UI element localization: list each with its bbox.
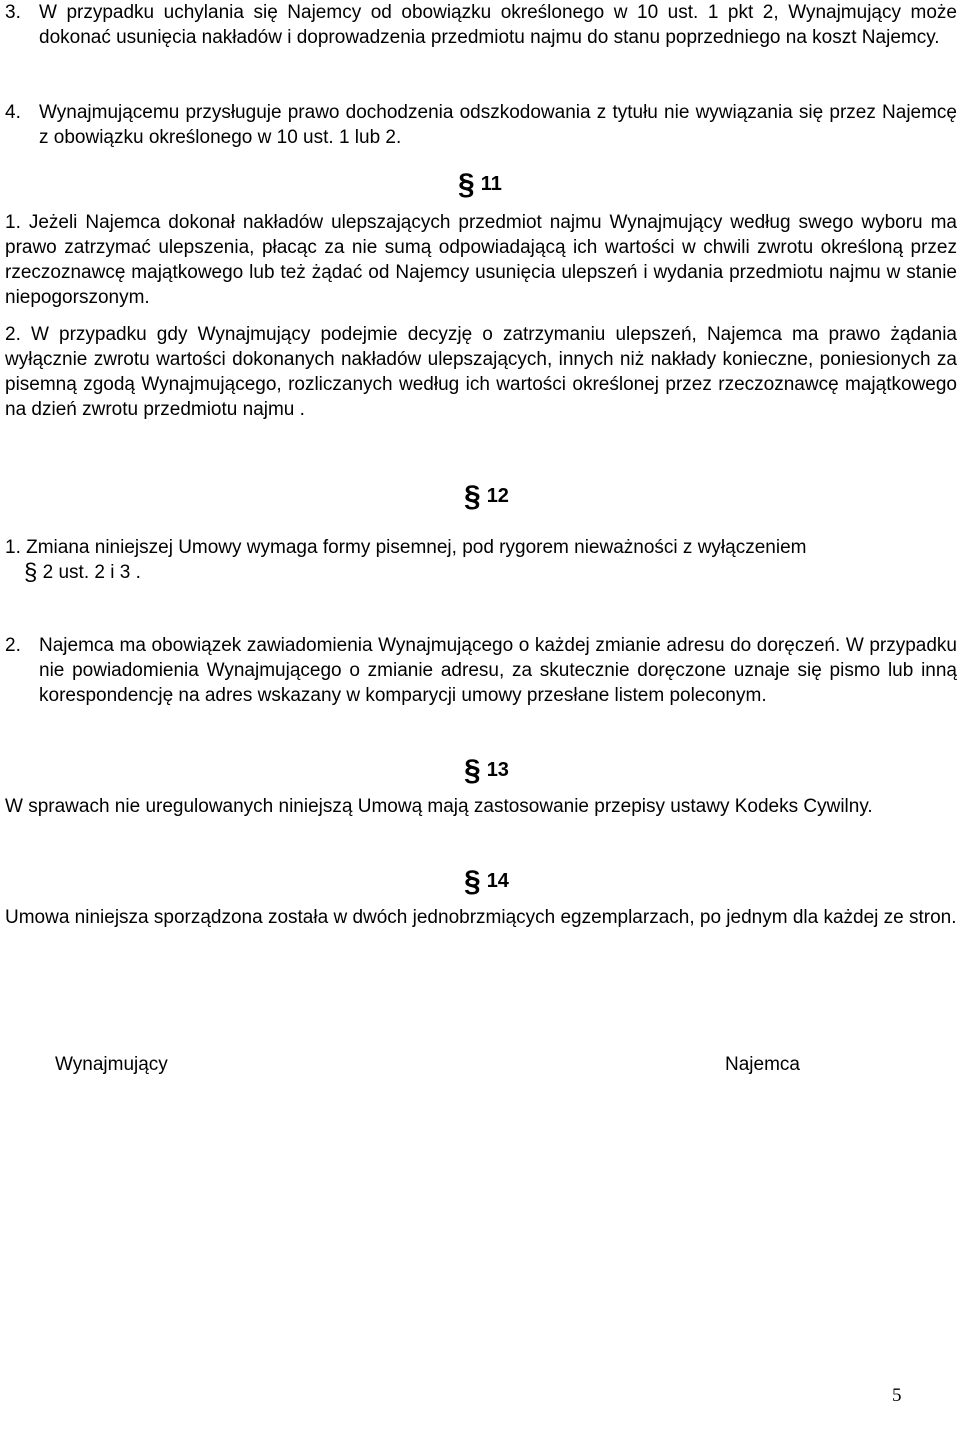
item-3-number: 3. bbox=[5, 2, 21, 23]
section-12-paragraph-1: 1. Zmiana niniejszej Umowy wymaga formy pisemnej, pod rygorem nieważności z wyłączeniem bbox=[5, 537, 807, 558]
section-13-number: 13 bbox=[486, 759, 509, 781]
section-13-text: W sprawach nie uregulowanych niniejszą Umową mają zastosowanie przepisy ustawy Kodeks Cywilny. bbox=[5, 796, 873, 817]
signature-tenant: Najemca bbox=[725, 1054, 800, 1075]
section-14-heading bbox=[464, 865, 509, 898]
section-14-text: Umowa niniejsza sporządzona została w dwóch jednobrzmiących egzemplarzach, po jednym dla każdej ze stron. bbox=[5, 907, 957, 928]
page-number: 5 bbox=[892, 1385, 902, 1406]
section-symbol: § bbox=[464, 754, 481, 787]
section-14-number: 14 bbox=[486, 870, 509, 892]
section-11-paragraph-1: 1. Jeżeli Najemca dokonał nakładów ulepszających przedmiot najmu Wynajmujący według swego wyboru ma prawo zatrzymać ulepszenia, płacąc za nie sumą odpowiadającą ich wartości w chwili zwrotu określoną przez rzeczoznawcę majątkowego lub też żądać od Najemcy usunięcia ulepszeń i wydania przedmiotu najmu w stanie niepogorszonym. bbox=[5, 212, 957, 308]
section-12-item-2-text: Najemca ma obowiązek zawiadomienia Wynajmującego o każdej zmianie adresu do doręczeń. W przypadku nie powiadomienia Wynajmującego o zmianie adresu, za skutecznie doręczone uznaje się pismo lub inną korespondencję na adres wskazany w komparycji umowy przesłane listem poleconym. bbox=[39, 635, 957, 706]
item-4-number: 4. bbox=[5, 102, 21, 123]
section-11-paragraph-2: 2. W przypadku gdy Wynajmujący podejmie decyzję o zatrzymaniu ulepszeń, Najemca ma prawo żądania wyłącznie zwrotu wartości dokonanych nakładów ulepszających, innych niż nakłady konieczne, poniesionych za pisemną zgodą Wynajmującego, rozliczanych według ich wartości określonej przez rzeczoznawcę majątkowego na dzień zwrotu przedmiotu najmu . bbox=[5, 324, 957, 420]
section-symbol: § bbox=[24, 559, 38, 586]
section-12-paragraph-1-ref: 2 ust. 2 i 3 . bbox=[42, 562, 141, 583]
item-3-text: W przypadku uchylania się Najemcy od obowiązku określonego w 10 ust. 1 pkt 2, Wynajmujący może dokonać usunięcia nakładów i doprowadzenia przedmiotu najmu do stanu poprzedniego na koszt Najemcy. bbox=[39, 2, 957, 48]
section-symbol: § bbox=[464, 865, 481, 898]
section-11-heading bbox=[458, 168, 502, 201]
section-12-item-2-number: 2. bbox=[5, 635, 21, 656]
section-12-paragraph-1-cont bbox=[24, 560, 141, 585]
section-11-number: 11 bbox=[480, 173, 502, 195]
section-12-number: 12 bbox=[486, 485, 509, 507]
section-13-heading bbox=[464, 754, 509, 787]
signature-landlord: Wynajmujący bbox=[55, 1054, 168, 1075]
section-symbol: § bbox=[464, 480, 481, 513]
section-symbol: § bbox=[458, 168, 475, 201]
section-12-heading bbox=[464, 480, 509, 513]
item-4-text: Wynajmującemu przysługuje prawo dochodzenia odszkodowania z tytułu nie wywiązania się przez Najemcę z obowiązku określonego w 10 ust. 1 lub 2. bbox=[39, 102, 957, 148]
